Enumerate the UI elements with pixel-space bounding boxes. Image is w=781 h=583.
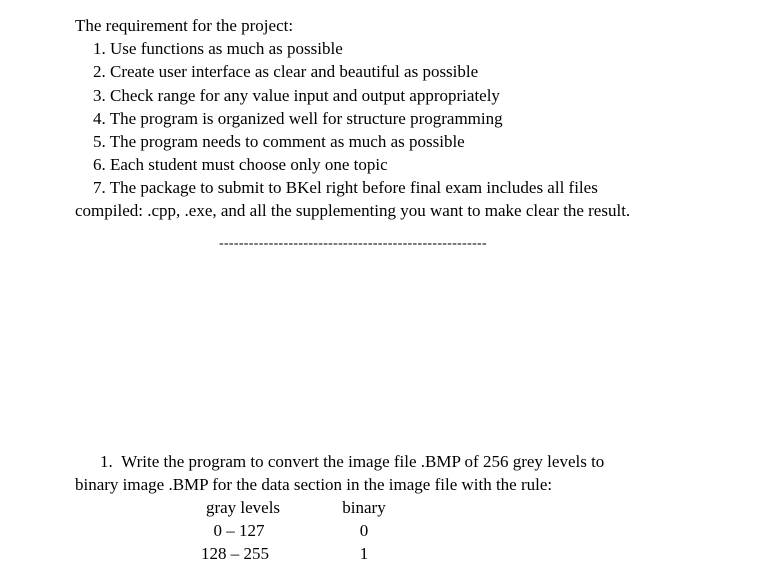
table-cell-gray-range-1: 0 – 127	[213, 521, 265, 540]
requirement-item-3: 3. Check range for any value input and output appropriately	[93, 86, 500, 105]
table-cell-gray-range-2: 128 – 255	[201, 544, 269, 563]
table-cell-binary-1: 0	[359, 521, 369, 540]
requirements-heading: The requirement for the project:	[75, 16, 294, 35]
requirement-item-7-continuation: compiled: .cpp, .exe, and all the supplementing you want to make clear the result.	[75, 201, 631, 220]
table-header-binary: binary	[342, 498, 386, 517]
requirement-item-7: 7. The package to submit to BKel right before final exam includes all files	[93, 178, 598, 197]
requirement-item-5: 5. The program needs to comment as much as possible	[93, 132, 465, 151]
table-cell-binary-2: 1	[359, 544, 369, 563]
requirement-item-1: 1. Use functions as much as possible	[93, 39, 343, 58]
requirement-item-6: 6. Each student must choose only one topic	[93, 155, 388, 174]
topic-line-1: 1. Write the program to convert the image file .BMP of 256 grey levels to	[100, 452, 605, 471]
separator-line: ------------------------------------------------------	[219, 236, 487, 251]
topic-line-2: binary image .BMP for the data section in the image file with the rule:	[75, 475, 553, 494]
requirement-item-4: 4. The program is organized well for structure programming	[93, 109, 503, 128]
requirement-item-2: 2. Create user interface as clear and beautiful as possible	[93, 62, 479, 81]
table-header-gray-levels: gray levels	[205, 498, 281, 517]
